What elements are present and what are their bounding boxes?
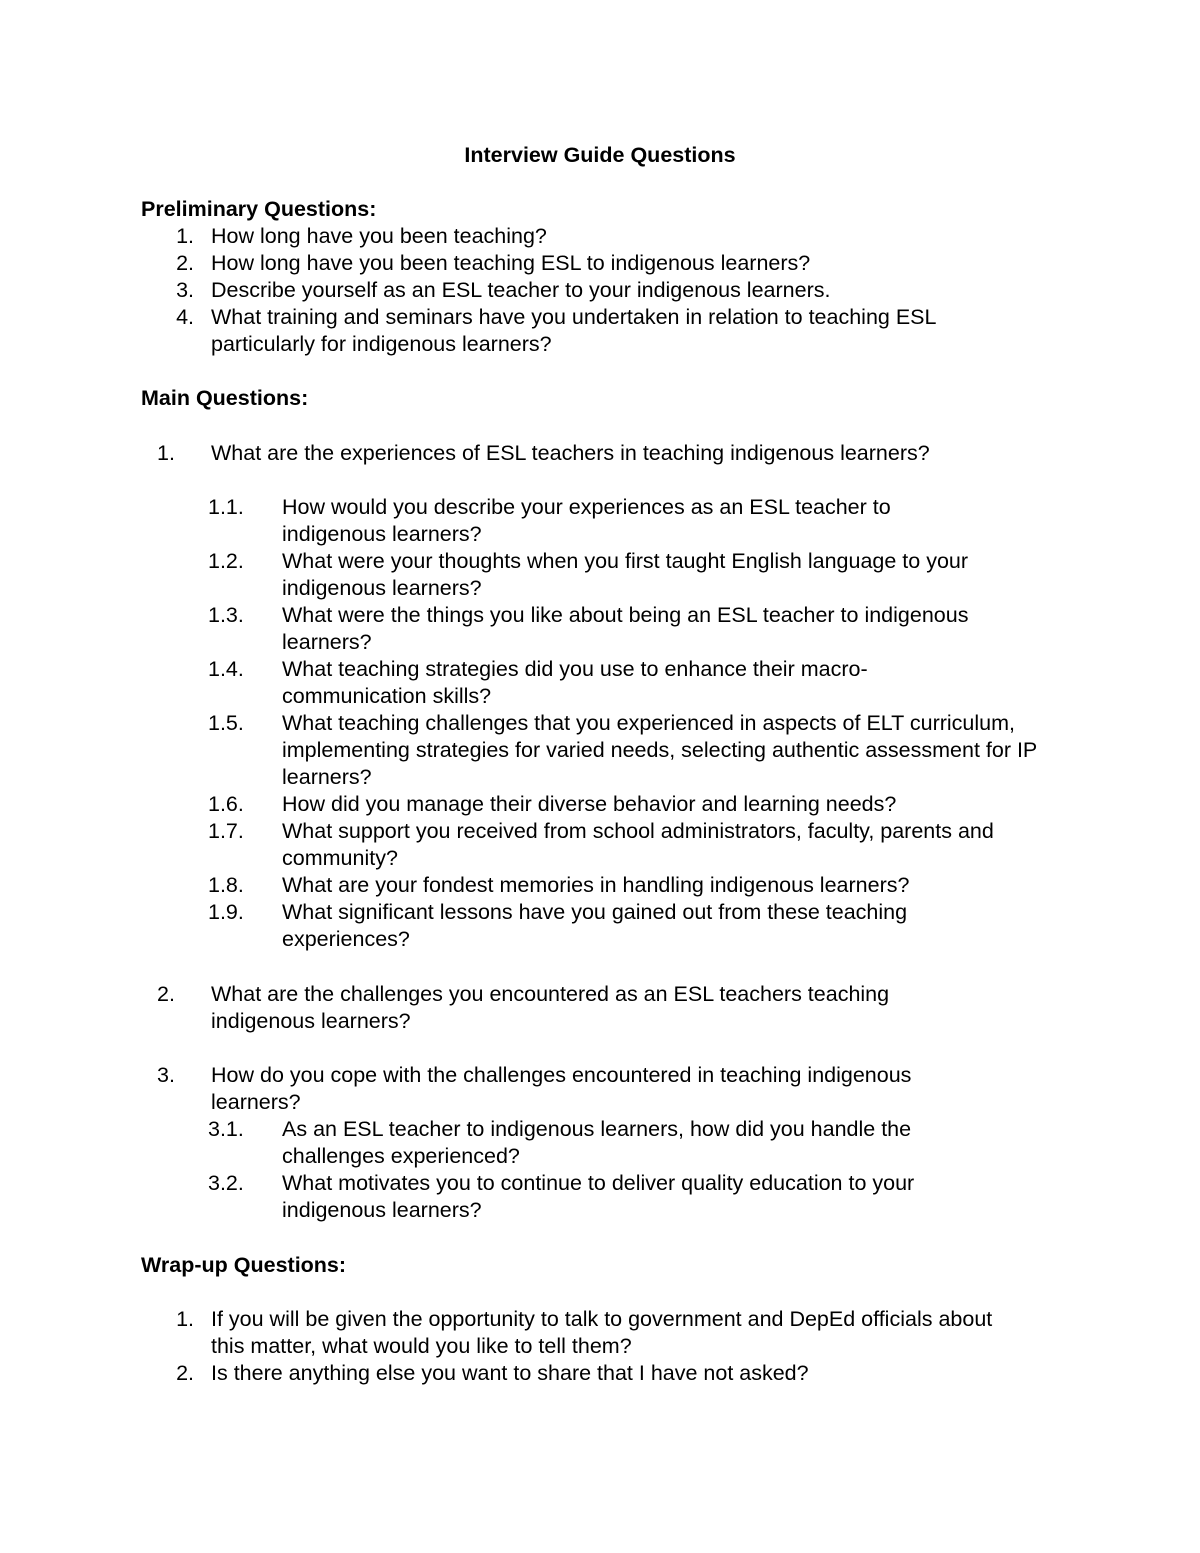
- preliminary-heading: Preliminary Questions:: [141, 197, 377, 221]
- page-title: Interview Guide Questions: [464, 143, 736, 167]
- wrapup-heading: Wrap-up Questions:: [141, 1253, 347, 1277]
- document-page: Interview Guide Questions Preliminary Questions: 1. How long have you been teaching? 2. How long have you been teaching ESL to indigenous learners? 3. Describe yourself as an ESL teacher to your indigenous learners. 4. What training and seminars have you undertaken in relation to teaching ESL particularly for indigenous learners? Main Questions: 1. What are the experiences of ESL teachers in teaching indigenous learners? 1.1. How would you describe your experiences as an ESL teacher to indigenous learners? 1.2. What were your thoughts when you first taught English language to your indigenous learners? 1.3. What were the things you like about being an ESL teacher to indigenous learners? 1.4. What teaching strategies did you use to enhance their macro-communication skills? 1.5. What teaching challenges that you experienced in aspects of ELT curriculum, implementing strategies for varied needs, selecting authentic assessment for IP learners? 1.6. How did you manage their diverse behavior and learning needs? 1.7. What support you received from school administrators, faculty, parents and community? 1.8. What are your fondest memories in handling indigenous learners? 1.9. What significant lessons have you gained out from these teaching experiences? 2. What are the challenges you encountered as an ESL teachers teaching indigenous learners? 3. How do you cope with the challenges encountered in teaching indigenous learners? 3.1. As an ESL teacher to indigenous learners, how did you handle the challenges experienced? 3.2. What motivates you to continue to deliver quality education to your indigenous learners? Wrap-up Questions: 1. If you will be given the opportunity to talk to government and DepEd officials about this matter, what would you like to tell them? 2. Is there anything else you want to share that I have not asked?: [0, 0, 1200, 1553]
- main-heading: Main Questions:: [141, 386, 309, 410]
